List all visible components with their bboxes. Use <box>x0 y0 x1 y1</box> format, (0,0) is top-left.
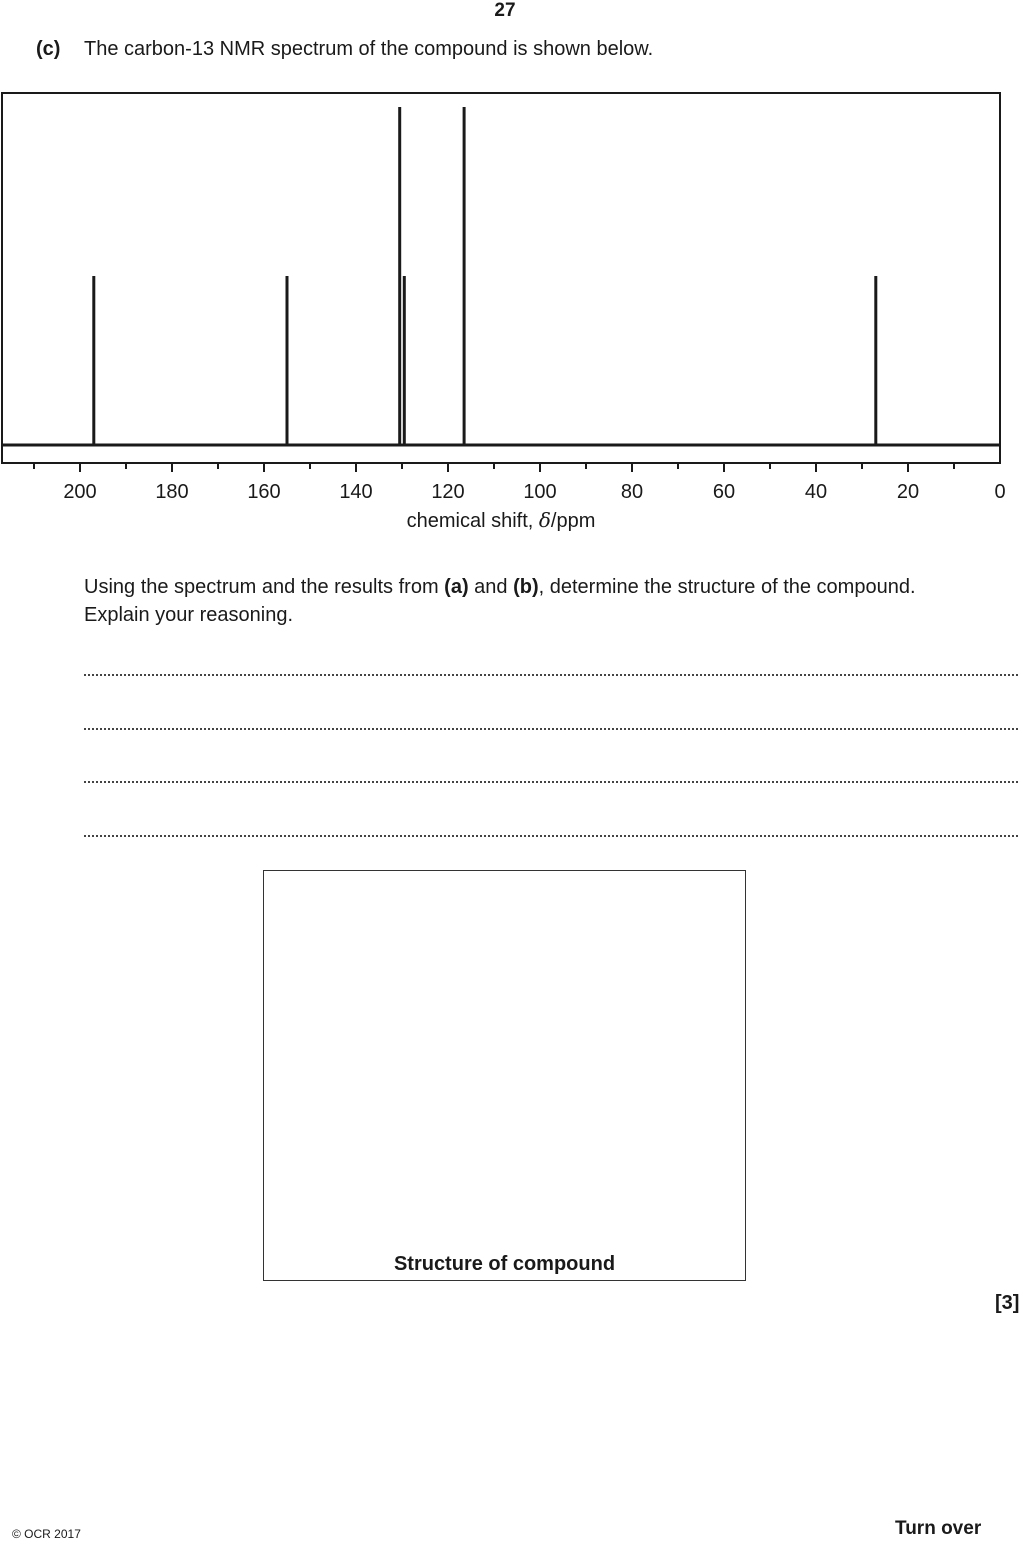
structure-box-label: Structure of compound <box>393 1253 616 1275</box>
peaks-group <box>94 107 876 445</box>
tick-label-100: 100 <box>523 481 557 503</box>
tick-label-120: 120 <box>431 481 465 503</box>
tick-label-20: 20 <box>896 481 920 503</box>
tick-label-200: 200 <box>63 481 97 503</box>
x-axis-label-prefix: chemical shift, <box>406 510 539 532</box>
question-text <box>84 573 1020 629</box>
answer-line-4[interactable] <box>84 835 1018 837</box>
part-intro-text: The carbon-13 NMR spectrum of the compound is shown below. <box>84 38 654 60</box>
answer-line-2[interactable] <box>84 728 1018 730</box>
x-axis-label-symbol: δ <box>538 508 551 532</box>
marks-indicator: [3] <box>995 1292 1020 1314</box>
turn-over-label: Turn over <box>895 1518 982 1539</box>
page-number: 27 <box>494 0 516 21</box>
tick-label-0: 0 <box>994 481 1006 503</box>
tick-labels-group <box>63 481 1005 503</box>
tick-label-160: 160 <box>247 481 281 503</box>
part-label: (c) <box>36 38 61 60</box>
question-line-2: Explain your reasoning. <box>84 604 294 626</box>
tick-label-40: 40 <box>804 481 828 503</box>
question-line-1: Using the spectrum and the results from (a) and (b), determine the structure of the compound. <box>84 576 916 598</box>
tick-label-180: 180 <box>155 481 189 503</box>
structure-answer-box[interactable] <box>263 870 746 1281</box>
x-axis-label-suffix: /ppm <box>550 510 596 532</box>
copyright: © OCR 2017 <box>12 1527 81 1541</box>
x-axis-label <box>407 508 596 532</box>
tick-label-140: 140 <box>339 481 373 503</box>
tick-label-80: 80 <box>620 481 644 503</box>
spectrum-frame <box>2 93 1000 463</box>
tick-label-60: 60 <box>712 481 736 503</box>
nmr-spectrum-chart <box>0 88 1020 538</box>
answer-line-1[interactable] <box>84 674 1018 676</box>
ref-part-b: (b) <box>513 576 539 598</box>
answer-line-3[interactable] <box>84 781 1018 783</box>
ticks-group <box>34 463 954 472</box>
ref-part-a: (a) <box>444 576 469 598</box>
